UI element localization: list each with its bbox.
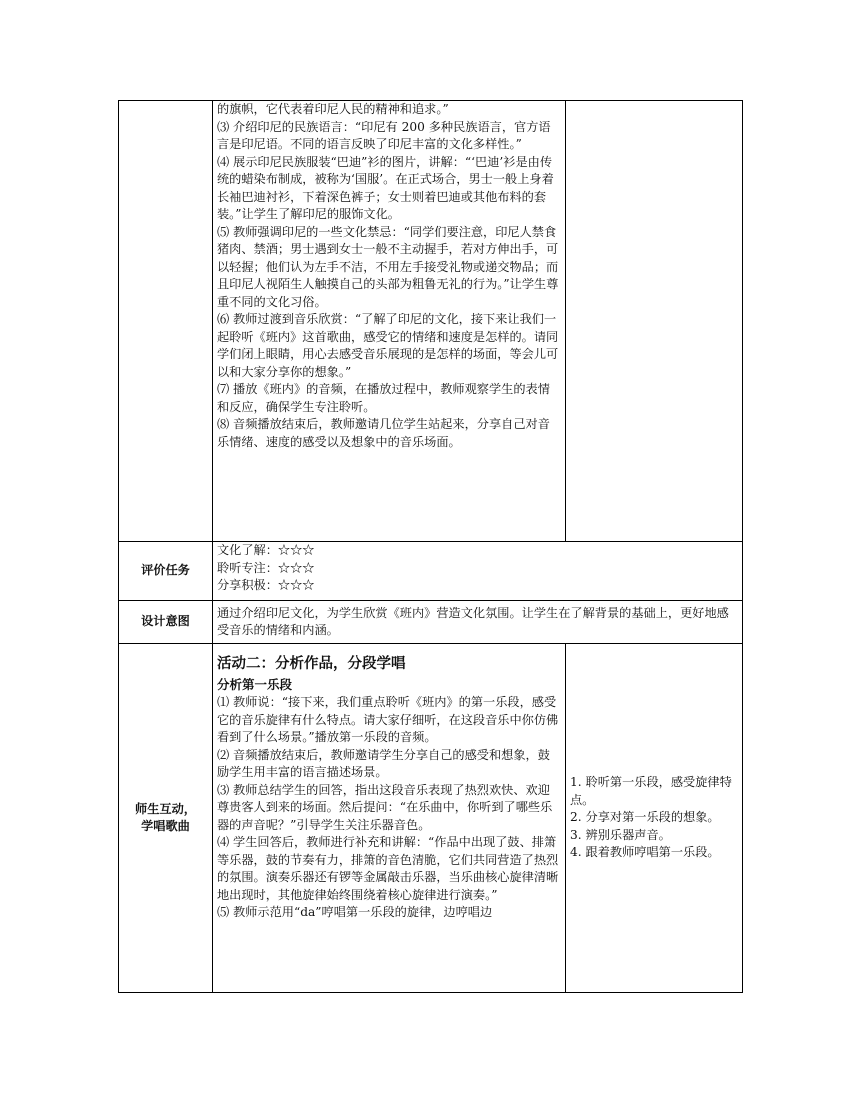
paragraph: ⑺ 播放《班内》的音频，在播放过程中，教师观察学生的表情和反应，确保学生专注聆听。 — [217, 382, 550, 414]
paragraph: ⑸ 教师强调印尼的一些文化禁忌：“同学们要注意，印尼人禁食猪肉、禁酒；男士遇到女士一般不主动握手，若对方伸出手，可以轻握；他们认为左手不洁，不用左手接受礼物或递交物品；而且印尼人视陌生人触摸自己的头部为粗鲁无礼的行为。”让学生尊重不同的文化习俗。 — [217, 224, 559, 309]
student-activity-cell — [566, 101, 743, 542]
paragraph: 的旗帜，它代表着印尼人民的精神和追求。” — [217, 102, 449, 116]
activity-two-row — [119, 644, 743, 993]
paragraph: ⑶ 介绍印尼的民族语言：“印尼有 200 多种民族语言，官方语言是印尼语。不同的语言反映了印尼丰富的文化多样性。” — [217, 119, 551, 151]
student-item: 3. 辨别乐器声音。 — [570, 827, 671, 842]
evaluation-item: 文化了解：☆☆☆ — [217, 543, 315, 557]
evaluation-label: 评价任务 — [119, 542, 213, 601]
design-intent-row — [119, 601, 743, 644]
teacher-activity-cell — [213, 644, 566, 993]
evaluation-row — [119, 542, 743, 601]
section-subtitle: 分析第一乐段 — [217, 677, 293, 692]
paragraph: ⑶ 教师总结学生的回答，指出这段音乐表现了热烈欢快、欢迎尊贵客人到来的场面。然后提问：“在乐曲中，你听到了哪些乐器的声音呢？”引导学生关注乐器音色。 — [217, 782, 553, 832]
student-item: 2. 分享对第一乐段的想象。 — [570, 810, 720, 825]
student-item: 4. 跟着教师哼唱第一乐段。 — [570, 845, 720, 860]
paragraph: ⑻ 音频播放结束后，教师邀请几位学生站起来，分享自己对音乐情绪、速度的感受以及想象中的音乐场面。 — [217, 417, 550, 449]
paragraph: ⑴ 教师说：“接下来，我们重点聆听《班内》的第一乐段，感受它的音乐旋律有什么特点。请大家仔细听，在这段音乐中你仿佛看到了什么场景。”播放第一乐段的音频。 — [217, 695, 559, 744]
student-item: 1. 聆听第一乐段，感受旋律特点。 — [570, 775, 732, 807]
activity-label-line: 师生互动， — [135, 801, 196, 816]
evaluation-item: 聆听专注：☆☆☆ — [217, 560, 315, 575]
activity-label — [119, 644, 213, 993]
paragraph: ⑹ 教师过渡到音乐欣赏：“了解了印尼的文化，接下来让我们一起聆听《班内》这首歌曲，感受它的情绪和速度是怎样的。请同学们闭上眼睛，用心去感受音乐展现的是怎样的场面，等会儿可以和大家分享你的想象。” — [217, 312, 559, 379]
activity-one-continued-row — [119, 101, 743, 542]
paragraph: ⑵ 音频播放结束后，教师邀请学生分享自己的感受和想象，鼓励学生用丰富的语言描述场景。 — [217, 747, 550, 779]
evaluation-item: 分享积极：☆☆☆ — [217, 578, 315, 592]
design-intent-label: 设计意图 — [119, 601, 213, 644]
teacher-activity-cell — [213, 101, 566, 542]
lesson-plan-table — [118, 100, 743, 993]
empty-label-cell — [119, 101, 213, 542]
paragraph: ⑷ 展示印尼民族服装“巴迪”衫的图片，讲解：“‘巴迪’衫是由传统的蜡染布制成，被称为‘国服’。在正式场合，男士一般上身着长袖巴迪衬衫，下着深色裤子；女士则着巴迪或其他布料的套装。”让学生了解印尼的服饰文化。 — [217, 154, 554, 221]
activity-title: 活动二：分析作品，分段学唱 — [217, 656, 406, 672]
evaluation-content — [213, 542, 743, 601]
design-intent-text: 通过介绍印尼文化，为学生欣赏《班内》营造文化氛围。让学生在了解背景的基础上，更好地感受音乐的情绪和内涵。 — [213, 601, 743, 644]
activity-label-line: 学唱歌曲 — [141, 819, 190, 833]
paragraph: ⑷ 学生回答后，教师进行补充和讲解：“作品中出现了鼓、排箫等乐器，鼓的节奏有力，排箫的音色清脆，它们共同营造了热烈的氛围。演奏乐器还有锣等金属敲击乐器，当乐曲核心旋律清晰地出现时，其他旋律始终围绕着核心旋律进行演奏。” — [217, 835, 559, 902]
student-activity-cell — [566, 644, 743, 993]
paragraph: ⑸ 教师示范用“da”哼唱第一乐段的旋律，边哼唱边 — [217, 905, 493, 919]
